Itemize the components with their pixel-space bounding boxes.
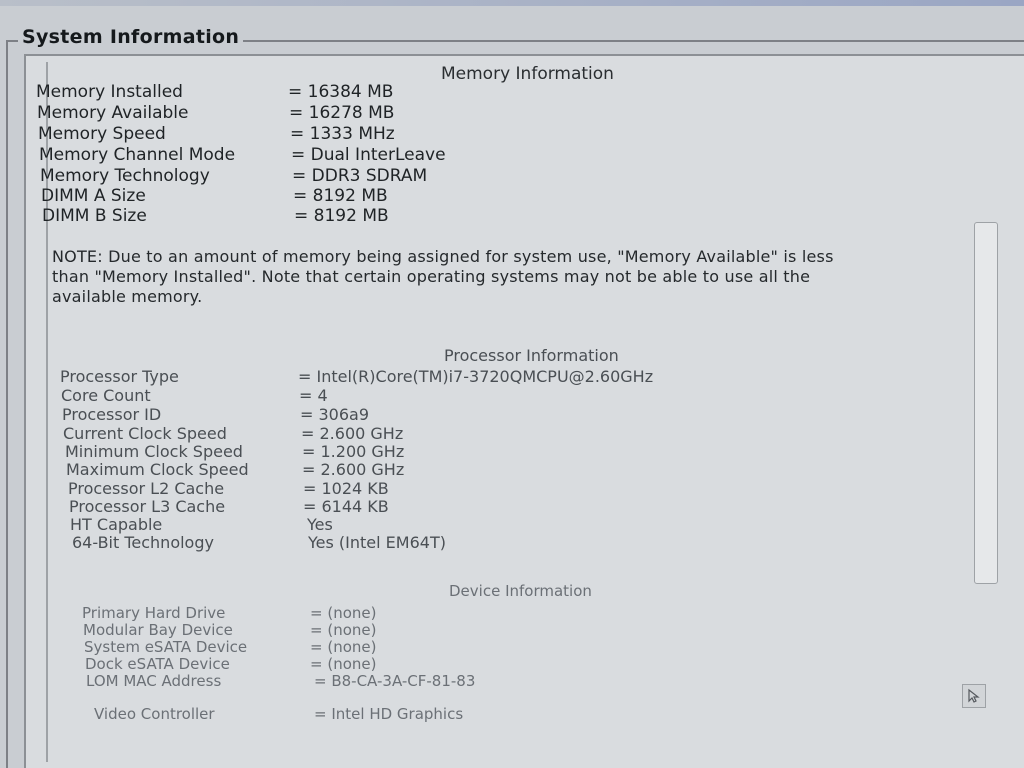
row-label: Memory Installed: [36, 82, 183, 102]
row-label: System eSATA Device: [84, 638, 248, 656]
row-label: Video Controller: [94, 705, 215, 723]
row-value: = (none): [310, 604, 377, 622]
row-label: Memory Channel Mode: [39, 145, 236, 165]
row-value: = 2.600 GHz: [301, 424, 404, 443]
row-value: = 1.200 GHz: [302, 442, 405, 461]
row-label: Memory Available: [37, 103, 189, 123]
row-label: DIMM B Size: [42, 206, 147, 226]
row-value: = (none): [310, 655, 377, 673]
row-label: Processor L3 Cache: [69, 497, 226, 516]
note-line: available memory.: [52, 287, 203, 306]
row-label: Current Clock Speed: [63, 424, 227, 443]
row-value: = Intel(R)Core(TM)i7-3720QMCPU@2.60GHz: [298, 367, 654, 386]
row-value: = 6144 KB: [303, 497, 389, 516]
row-value: = Intel HD Graphics: [314, 705, 464, 723]
memory-section-title: Memory Information: [441, 64, 614, 84]
note-line: NOTE: Due to an amount of memory being assigned for system use, "Memory Available" is less: [52, 247, 834, 266]
row-value: = DDR3 SDRAM: [292, 166, 428, 186]
row-value: = 1333 MHz: [290, 124, 395, 144]
row-value: = 4: [299, 386, 328, 405]
row-label: Maximum Clock Speed: [66, 460, 249, 479]
row-label: LOM MAC Address: [86, 672, 222, 690]
processor-section-title: Processor Information: [444, 346, 619, 365]
row-label: Primary Hard Drive: [82, 604, 226, 622]
row-value: = 2.600 GHz: [302, 460, 405, 479]
row-label: Core Count: [61, 386, 151, 405]
row-label: Processor ID: [62, 405, 162, 424]
row-label: 64-Bit Technology: [72, 533, 214, 552]
memory-note: [52, 247, 972, 307]
row-value: = 8192 MB: [293, 186, 388, 206]
row-value: = 8192 MB: [294, 206, 389, 226]
group-title: System Information: [18, 26, 243, 48]
row-value: = Dual InterLeave: [291, 145, 446, 165]
device-section-title: Device Information: [449, 582, 592, 600]
row-value: = (none): [310, 621, 377, 639]
row-label: Modular Bay Device: [83, 621, 233, 639]
row-label: Processor L2 Cache: [68, 479, 225, 498]
row-value: = 1024 KB: [303, 479, 389, 498]
group-border-left: [6, 40, 8, 768]
cursor-icon: [962, 684, 986, 708]
info-content: [36, 62, 978, 762]
row-label: Processor Type: [60, 367, 179, 386]
row-label: Dock eSATA Device: [85, 655, 230, 673]
row-label: HT Capable: [70, 515, 163, 534]
row-label: Memory Technology: [40, 166, 210, 186]
row-label: Minimum Clock Speed: [65, 442, 243, 461]
row-value: = B8-CA-3A-CF-81-83: [314, 672, 476, 690]
row-label: DIMM A Size: [41, 186, 146, 206]
vertical-scrollbar[interactable]: [974, 222, 998, 584]
row-value: = (none): [310, 638, 377, 656]
row-value: = 16278 MB: [289, 103, 395, 123]
row-value: Yes: [307, 515, 333, 534]
note-line: than "Memory Installed". Note that certain operating systems may not be able to use all the: [52, 267, 811, 286]
window-top-strip: [0, 0, 1024, 6]
row-value: = 306a9: [300, 405, 370, 424]
row-value: Yes (Intel EM64T): [308, 533, 446, 552]
row-label: Memory Speed: [38, 124, 166, 144]
row-value: = 16384 MB: [288, 82, 394, 102]
